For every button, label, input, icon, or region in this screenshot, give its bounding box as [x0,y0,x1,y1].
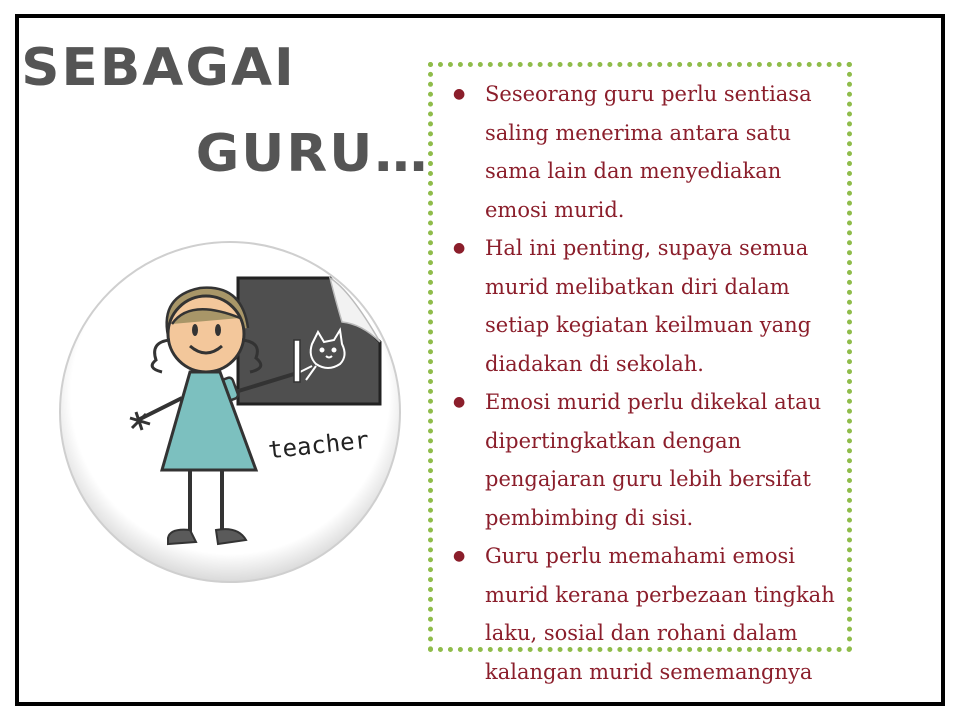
bullet-text-4: Guru perlu memahami emosi murid kerana perbezaan tingkah laku, sosial dan rohani dalam kalangan murid sememangnya [485,544,835,684]
bullet-text-2: Hal ini penting, supaya semua murid melibatkan diri dalam setiap kegiatan keilmuan yang diadakan di sekolah. [485,236,812,376]
teacher-sticker-image [50,232,410,592]
bullet-text-box [428,62,852,684]
slide-title-line-1: SEBAGAI [21,38,296,98]
teacher-caption: teacher [266,425,371,465]
bullet-list [443,75,841,691]
bullet-item-3 [443,383,841,537]
bullet-item-2 [443,229,841,383]
bullet-item-4 [443,537,841,691]
bullet-dot-icon: ● [453,240,466,256]
bullet-dot-icon: ● [453,86,466,102]
slide-title-line-2: GURU… [195,124,430,184]
bullet-dot-icon: ● [453,394,466,410]
bullet-text-3: Emosi murid perlu dikekal atau dipertingkatkan dengan pengajaran guru lebih bersifat pembimbing di sisi. [485,390,822,530]
bullet-item-1 [443,75,841,229]
bullet-text-1: Seseorang guru perlu sentiasa saling menerima antara satu sama lain dan menyediakan emosi murid. [485,82,812,222]
bullet-dot-icon: ● [453,548,466,564]
